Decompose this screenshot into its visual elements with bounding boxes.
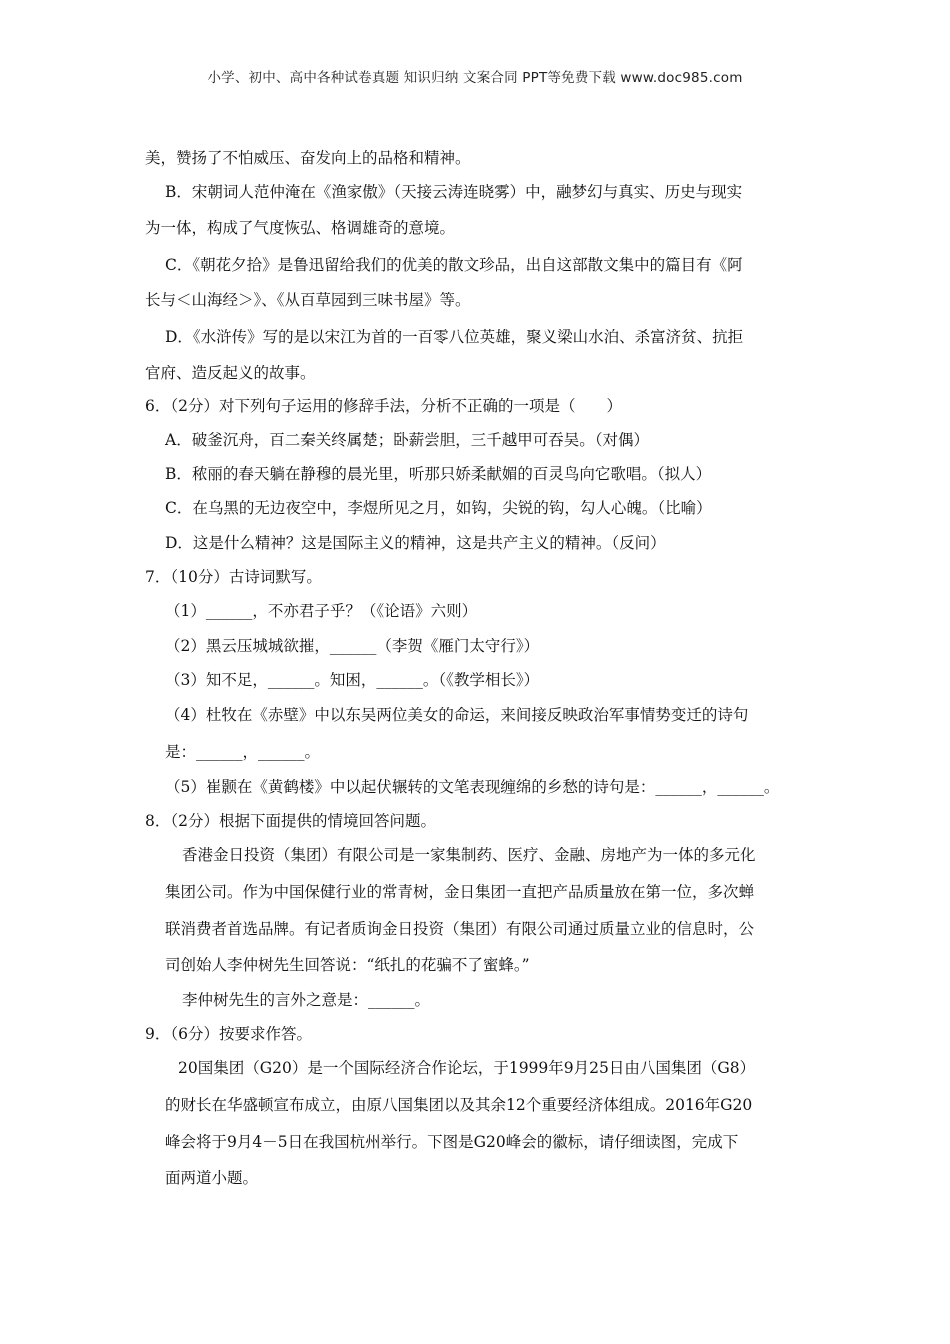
- question-8-title: 8．（2分）根据下面提供的情境回答问题。: [145, 812, 436, 830]
- q7-item-3: （3）知不足，______。知困，______。（《教学相长》）: [165, 671, 540, 689]
- q8-passage: 集团公司。作为中国保健行业的常青树，金日集团一直把产品质量放在第一位，多次蝉: [165, 883, 755, 901]
- text-line: 长与＜山海经＞》、《从百草园到三味书屋》等。: [145, 291, 471, 309]
- text-line: 美，赞扬了不怕威压、奋发向上的品格和精神。: [145, 149, 471, 167]
- q6-option-a: A．破釜沉舟，百二秦关终属楚；卧薪尝胆，三千越甲可吞吴。（对偶）: [165, 431, 649, 449]
- page-header: 小学、初中、高中各种试卷真题 知识归纳 文案合同 PPT等免费下载 www.doc985.com: [207, 70, 743, 86]
- q7-item-4: （4）杜牧在《赤壁》中以东吴两位美女的命运，来间接反映政治军事情势变迁的诗句: [165, 706, 749, 724]
- question-9-title: 9．（6分）按要求作答。: [145, 1025, 312, 1043]
- q8-passage: 香港金日投资（集团）有限公司是一家集制药、医疗、金融、房地产为一体的多元化: [182, 846, 756, 864]
- q9-passage: 的财长在华盛顿宣布成立，由原八国集团以及其余12个重要经济体组成。2016年G20: [165, 1096, 753, 1114]
- q7-item-2: （2）黑云压城城欲摧，______（李贺《雁门太守行》）: [165, 637, 540, 655]
- q9-passage: 面两道小题。: [165, 1169, 259, 1187]
- question-6-title: 6．（2分）对下列句子运用的修辞手法，分析不正确的一项是（ ）: [145, 397, 622, 415]
- q7-item-4-cont: 是：______，______。: [165, 743, 321, 761]
- q7-item-1: （1）______，不亦君子乎？（《论语》六则）: [165, 602, 478, 620]
- q7-item-5: （5）崔颢在《黄鹤楼》中以起伏辗转的文笔表现缠绵的乡愁的诗句是：______，______。: [165, 778, 780, 796]
- option-d-line: D．《水浒传》写的是以宋江为首的一百零八位英雄，聚义梁山水泊、杀富济贫、抗拒: [165, 328, 744, 346]
- option-c-line: C．《朝花夕拾》是鲁迅留给我们的优美的散文珍品，出自这部散文集中的篇目有《阿: [165, 256, 743, 274]
- q8-passage: 司创始人李仲树先生回答说：“纸扎的花骗不了蜜蜂。”: [165, 956, 530, 974]
- q6-option-b: B．秾丽的春天躺在静穆的晨光里，听那只娇柔献媚的百灵鸟向它歌唱。（拟人）: [165, 465, 712, 483]
- q6-option-d: D．这是什么精神？这是国际主义的精神，这是共产主义的精神。（反问）: [165, 534, 666, 552]
- text-line: 官府、造反起义的故事。: [145, 364, 316, 382]
- q8-answer-prompt: 李仲树先生的言外之意是：______。: [182, 991, 431, 1009]
- q9-passage: 峰会将于9月4－5日在我国杭州举行。下图是G20峰会的徽标，请仔细读图，完成下: [165, 1133, 739, 1151]
- question-7-title: 7．（10分）古诗词默写。: [145, 568, 322, 586]
- q9-passage: 20国集团（G20）是一个国际经济合作论坛，于1999年9月25日由八国集团（G8）: [178, 1059, 756, 1077]
- q8-passage: 联消费者首选品牌。有记者质询金日投资（集团）有限公司通过质量立业的信息时，公: [165, 920, 755, 938]
- q6-option-c: C．在乌黑的无边夜空中，李煜所见之月，如钩，尖锐的钩，勾人心魄。（比喻）: [165, 499, 712, 517]
- text-line: 为一体，构成了气度恢弘、格调雄奇的意境。: [145, 219, 456, 237]
- option-b-line: B．宋朝词人范仲淹在《渔家傲》（天接云涛连晓雾）中，融梦幻与真实、历史与现实: [165, 183, 743, 201]
